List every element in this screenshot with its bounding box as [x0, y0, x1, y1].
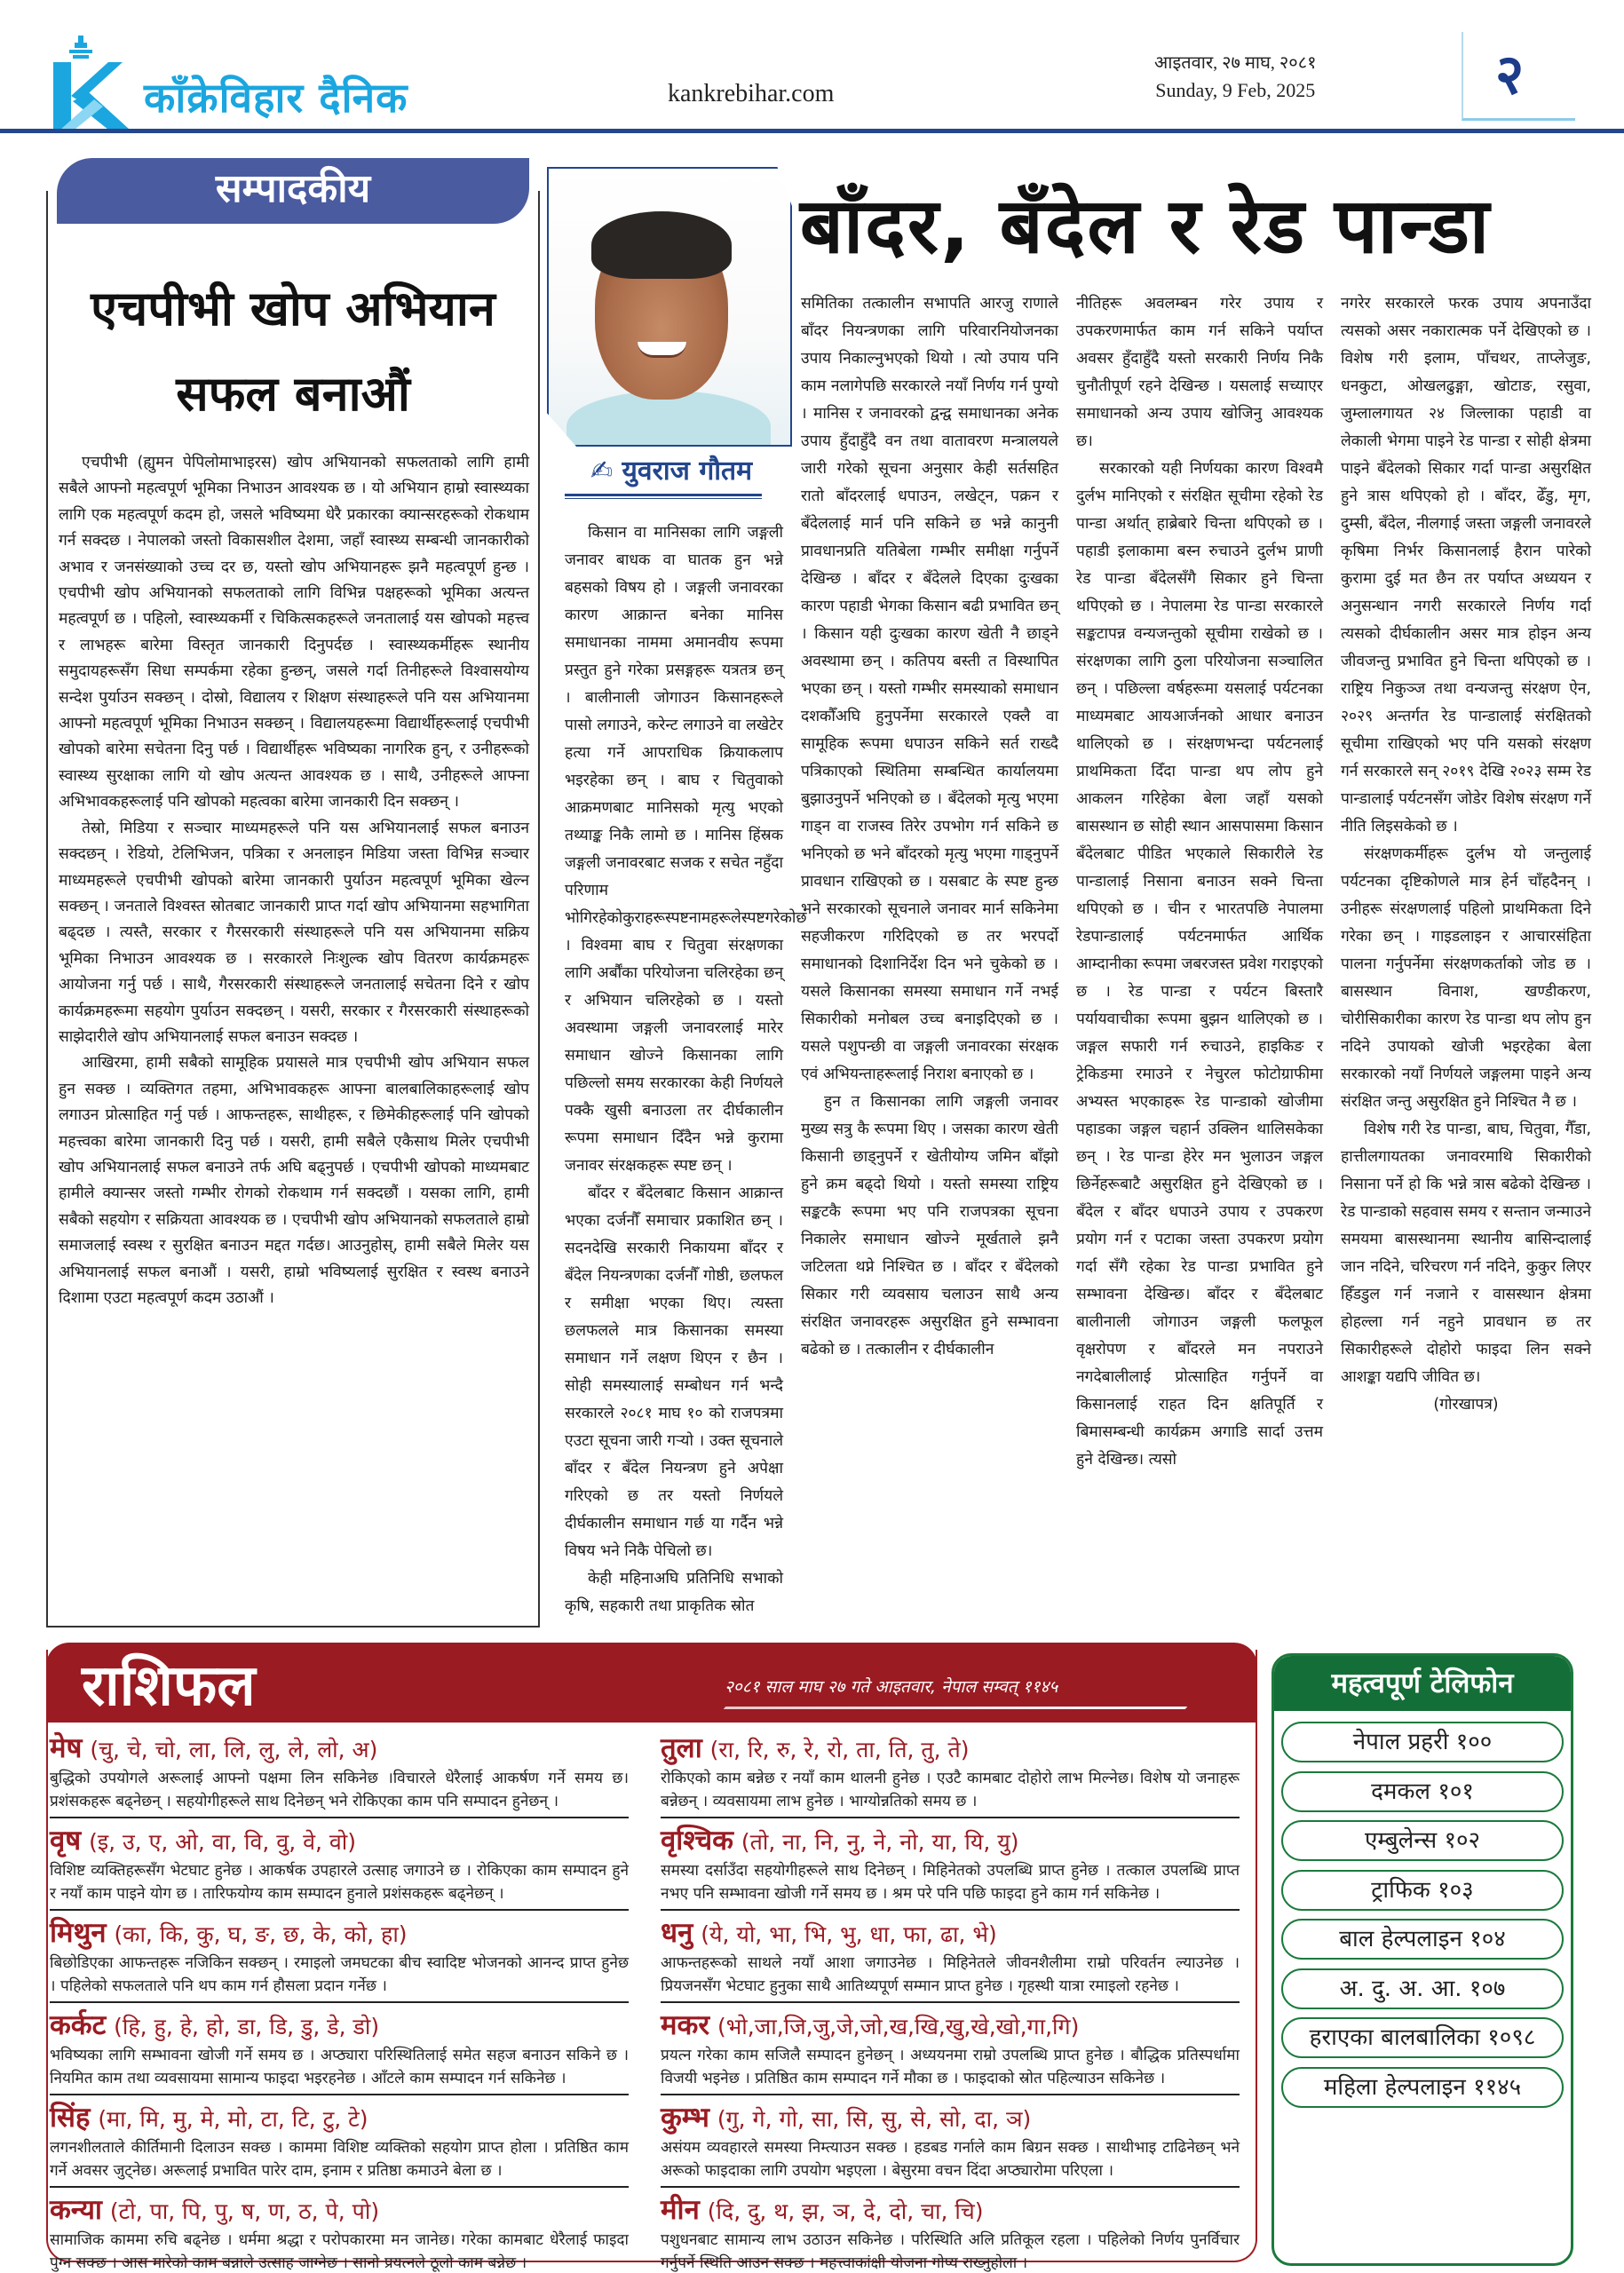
temple-k-logo-icon: [53, 34, 135, 130]
sign-name: मकर: [661, 2009, 710, 2041]
sign-name: मीन: [661, 2194, 700, 2226]
article-paragraph: विशेष गरी रेड पान्डा, बाघ, चितुवा, गैँडा, हात्तीलगायतका जनावरमाथि सिकारीको निसाना पर्ने हो कि भन्ने त्रास बढेको देखिन्छ । रेड पान्डाको सहवास समय र सन्तान जन्माउने समयमा बासस्थानमा स्थानीय बासिन्दालाई जान नदिने, चरिचरण गर्न नदिने, कुकुर लिएर हिँडडुल गर्न नजाने र वासस्थान क्षेत्रमा होहल्ला गर्न नहुने प्रावधान छ तर सिकारीहरूले दोहोरो फाइदा लिन सक्ने आशङ्का यद्यपि जीवित छ।: [1341, 1121, 1591, 1386]
zodiac-sign: [661, 2101, 1240, 2188]
sign-letters: (का, कि, कु, घ, ङ, छ, के, को, हा): [114, 1921, 408, 1947]
sign-letters: (मा, मि, मु, मे, मो, टा, टि, टु, टे): [98, 2106, 368, 2132]
rashifal-column-left: [50, 1731, 629, 2273]
zodiac-sign: [661, 1824, 1240, 1911]
phone-nepal-police[interactable]: नेपाल प्रहरी १००: [1281, 1722, 1564, 1762]
zodiac-sign: [50, 1731, 629, 1818]
sign-forecast: बुद्धिको उपयोगले अरूलाई आफ्नो पक्षमा लिन सकिनेछ ।विचारले धेरैलाई आकर्षण गर्ने समय छ। प्रशंसकहरू बढ्नेछन् । सहयोगीहरूले साथ दिनेछन् भने रोकिएका काम पनि सम्पादन हुनेछन् ।: [50, 1770, 629, 1810]
sign-forecast: सामाजिक काममा रुचि बढ्नेछ । धर्ममा श्रद्धा र परोपकारमा मन जानेछ। गरेका कामबाट धेरैलाई फाइदा पुग्न सक्छ । आस मारेको काम बन्नाले उत्साह जाग्नेछ । सानो प्रयत्नले ठूलो काम बन्नेछ ।: [50, 2231, 629, 2272]
sign-forecast: विशिष्ट व्यक्तिहरूसँग भेटघाट हुनेछ । आकर्षक उपहारले उत्साह जगाउने छ । रोकिएका काम सम्पादन हुने र नयाँ काम पाइने योग छ । तारिफयोग्य काम सम्पादन हुनाले प्रशंसकहरू बढ्नेछन् ।: [50, 1862, 629, 1903]
masthead: [0, 0, 1624, 133]
editorial-paragraph: एचपीभी (ह्युमन पेपिलोमाभाइरस) खोप अभियानको सफलताको लागि हामी सबैले आफ्नो महत्वपूर्ण भूमिका निभाउन आवश्यक छ । यो अभियान हाम्रो स्वास्थ्यका लागि एक महत्वपूर्ण कदम हो, जसले भविष्यमा धेरै प्रकारका क्यान्सरहरूको रोकथाम गर्न सक्दछ । नेपालको जस्तो विकासशील देशमा, जहाँ स्वास्थ्य सम्बन्धी जानकारीको अभाव र जनसंख्याको उच्च दर छ, यस्तो खोप अभियानहरू झनै महत्वपूर्ण हुन्छ । एचपीभी खोप अभियानको सफलताको लागि विभिन्न पक्षहरूको भूमिका अत्यन्त महत्वपूर्ण छ । पहिलो, स्वास्थ्यकर्मी र चिकित्सकहरूले जनतालाई यस खोपको महत्त्व र लाभहरू बारेमा विस्तृत जानकारी दिनुपर्दछ । स्वास्थ्यकर्मीहरू स्थानीय समुदायहरूसँग सिधा सम्पर्कमा रहेका हुन्छन्, जसले गर्दा तिनीहरूले विश्वासयोग्य सन्देश पुर्याउन सक्छन् । दोस्रो, विद्यालय र शिक्षण संस्थाहरूले पनि यस अभियानमा आफ्नो महत्वपूर्ण भूमिका निभाउन सक्छन् । विद्यालयहरूमा विद्यार्थीहरूलाई एचपीभी खोपको बारेमा सचेतना दिनु पर्छ । विद्यार्थीहरू भविष्यका नागरिक हुन्, र उनीहरूको स्वास्थ्य सुरक्षाका लागि यो खोप अत्यन्त आवश्यक छ । साथै, उनीहरूले आफ्ना अभिभावकहरूलाई पनि खोपको महत्वका बारेमा जानकारी दिन सक्छन् ।: [59, 454, 529, 812]
sign-letters: (दि, दु, थ, झ, ञ, दे, दो, चा, चि): [707, 2198, 984, 2224]
rashifal-title: राशिफल: [82, 1653, 256, 1719]
editorial-paragraph: आखिरमा, हामी सबैको सामूहिक प्रयासले मात्र एचपीभी खोप अभियान सफल हुन सक्छ । व्यक्तिगत तहमा, अभिभावकहरू आफ्ना बालबालिकाहरूलाई खोप लगाउन प्रोत्साहित गर्नु पर्छ । आफन्तहरू, साथीहरू, र छिमेकीहरूलाई पनि खोपको महत्त्वका बारेमा जानकारी दिनु पर्छ । यसरी, हामी सबैले एकैसाथ मिलेर एचपीभी खोप अभियानलाई सफल बनाउने तर्फ अघि बढ्नुपर्छ । एचपीभी खोपको माध्यमबाट हामीले क्यान्सर जस्तो गम्भीर रोगको रोकथाम गर्न सक्दछौं । यसका लागि, हामी सबैको सहयोग र सक्रियता आवश्यक छ । एचपीभी खोप अभियानको सफलताले हाम्रो समाजलाई स्वस्थ र सुरक्षित बनाउन मद्दत गर्दछ। आउनुहोस्, हामी सबैले मिलेर यस अभियानलाई सफल बनाऔं । यसरी, हाम्रो भविष्यलाई सुरक्षित र स्वस्थ बनाउने दिशामा एउटा महत्वपूर्ण कदम उठाऔं ।: [59, 1054, 529, 1307]
rashifal-column-right: [661, 1731, 1240, 2273]
zodiac-sign: [50, 1916, 629, 2003]
sign-letters: (चु, चे, चो, ला, लि, लु, ले, लो, अ): [90, 1737, 378, 1762]
zodiac-sign: [50, 2008, 629, 2095]
sign-forecast: समस्या दर्साउँदा सहयोगीहरूले साथ दिनेछन् । मिहिनेतको उपलब्धि प्राप्त हुनेछ । तत्काल उपलब्धि प्राप्त नभए पनि सम्भावना खोजी गर्ने समय छ । श्रम परे पनि पछि फाइदा हुने काम गर्न सकिनेछ ।: [661, 1862, 1240, 1903]
author-name: युवराज गौतम: [622, 455, 753, 487]
article-paragraph: बाँदर र बँदेलबाट किसान आक्रान्त भएका दर्जनौँ समाचार प्रकाशित छन् । सदनदेखि सरकारी निकायमा बाँदर र बँदेल नियन्त्रणका दर्जनौँ गोष्ठी, छलफल र समीक्षा भएका थिए। त्यस्ता छलफलले मात्र किसानका समस्या समाधान गर्ने लक्षण थिएन र छैन । सोही समस्यालाई सम्बोधन गर्न भन्दै सरकारले २०८१ माघ १० को राजपत्रमा एउटा सूचना जारी गऱ्यो । उक्त सूचनाले बाँदर र बँदेल नियन्त्रण हुने अपेक्षा गरिएको छ तर यस्तो निर्णयले दीर्घकालीन समाधान गर्छ या गर्दैन भन्ने विषय भने निकै पेचिलो छ।: [565, 1184, 783, 1560]
newspaper-logo[interactable]: [53, 34, 471, 130]
sign-letters: (हि, हु, हे, हो, डा, डि, डु, डे, डो): [114, 2014, 380, 2039]
rashifal-header: [46, 1643, 1257, 1723]
phone-women-helpline[interactable]: महिला हेल्पलाइन ११४५: [1281, 2067, 1564, 2108]
sign-name: तुला: [661, 1732, 702, 1764]
pen-icon: ✍: [590, 455, 622, 487]
sign-name: कुम्भ: [661, 2102, 709, 2134]
sign-letters: (ये, यो, भा, भि, भु, धा, फा, ढा, भे): [701, 1921, 997, 1947]
sign-letters: (टो, पा, पि, पु, ष, ण, ठ, पे, पो): [109, 2198, 380, 2224]
editorial-label: सम्पादकीय: [57, 158, 529, 224]
sign-name: सिंह: [50, 2102, 91, 2134]
author-byline: [556, 451, 787, 487]
zodiac-sign: [661, 2193, 1240, 2273]
editorial-title: [46, 266, 540, 437]
telephone-title: महत्वपूर्ण टेलिफोन: [1274, 1656, 1571, 1711]
editorial-title-line2: सफल बनाऔं: [176, 366, 410, 422]
article-paragraph: सरकारको यही निर्णयका कारण विश्वमै दुर्लभ मानिएको र संरक्षित सूचीमा रहेको रेड पान्डा अर्थात् हाब्रेबारे चिन्ता थपिएको छ । पहाडी इलाकामा बस्न रुचाउने दुर्लभ प्राणी रेड पान्डा बँदेलसँगै सिकार हुने चिन्ता थपिएको छ । नेपालमा रेड पान्डा सरकारले सङ्कटापन्न वन्यजन्तुको सूचीमा राखेको छ । संरक्षणका लागि ठुला परियोजना सञ्चालित छन् । पछिल्ला वर्षहरूमा यसलाई पर्यटनका माध्यमबाट आयआर्जनको आधार बनाउन थालिएको छ । संरक्षणभन्दा पर्यटनलाई प्राथमिकता दिँदा पान्डा थप लोप हुने आकलन गरिहेका बेला जहाँ यसको बासस्थान छ सोही स्थान आसपासमा किसान बँदेलबाट पीडित भएकाले सिकारीले रेड पान्डालाई निसाना बनाउन सक्ने चिन्ता थपिएको छ । चीन र भारतपछि नेपालमा रेडपान्डालाई पर्यटनमार्फत आर्थिक आम्दानीका रूपमा जबरजस्त प्रवेश गराइएको छ । रेड पान्डा र पर्यटन बिस्तारै पर्यायवाचीका रूपमा बुझन थालिएको छ । जङ्गल सफारी गर्न रुचाउने, हाइकिङ र ट्रेकिङमा रमाउने र नेचुरल फोटोग्राफीमा अभ्यस्त भएकाहरू रेड पान्डाको खोजीमा पहाडका जङ्गल चहार्न उक्लिन थालिसकेका छन् । रेड पान्डा हेरेर मन भुलाउन जङ्गल छिर्नेहरूबाटै असुरक्षित हुने देखिएको छ । बँदेल र बाँदर धपाउने उपाय र उपकरण प्रयोग गर्न र पटाका जस्ता उपकरण प्रयोग गर्दा सँगै रहेका रेड पान्डा प्रभावित हुने सम्भावना देखिन्छ। बाँदर र बँदेलबाट बालीनाली जोगाउन जङ्गली फलफूल वृक्षरोपण र बाँदरले मन नपराउने नगदेबालीलाई प्रोत्साहित गर्नुपर्ने वा किसानलाई राहत दिन क्षतिपूर्ति र बिमासम्बन्धी कार्यक्रम अगाडि सार्दा उत्तम हुने देखिन्छ। त्यसो: [1076, 460, 1323, 1469]
date-block: [1154, 50, 1317, 105]
article-column-4: [1341, 290, 1591, 1419]
zodiac-sign: [661, 2008, 1240, 2095]
author-rule: [565, 494, 762, 496]
sign-name: मिथुन: [50, 1917, 107, 1949]
sign-letters: (रा, रि, रु, रे, रो, ता, ति, तु, ते): [709, 1737, 970, 1762]
header-swoosh: [724, 1707, 1188, 1709]
date-english: Sunday, 9 Feb, 2025: [1155, 79, 1316, 101]
editorial-title-line1: एचपीभी खोप अभियान: [91, 281, 495, 337]
article-source: (गोरखापत्र): [1433, 1396, 1499, 1414]
sign-letters: (गु, गे, गो, सा, सि, सु, से, सो, दा, ञ): [717, 2106, 1032, 2132]
zodiac-sign: [50, 1824, 629, 1911]
article-paragraph: समितिका तत्कालीन सभापति आरजु राणाले बाँदर नियन्त्रणका लागि परिवारनियोजनका उपाय निकाल्नुभएको थियो । त्यो उपाय पनि काम नलागेपछि सरकारले नयाँ निर्णय गर्न पुग्यो । मानिस र जनावरको द्वन्द्व समाधानका अनेक उपाय हुँदाहुँदै वन तथा वातावरण मन्त्रालयले जारी गरेको सूचना अनुसार केही सर्तसहित रातो बाँदरलाई धपाउन, लखेट्न, पक्रन र बँदेललाई मार्न पनि सकिने छ भन्ने कानुनी प्रावधानप्रति यतिबेला गम्भीर समीक्षा गर्नुपर्ने देखिन्छ । बाँदर र बँदेलले दिएका दुःखका कारण पहाडी भेगका किसान बढी प्रभावित छन् । किसान यही दुःखका कारण खेती नै छाड्ने अवस्थामा छन् । कतिपय बस्ती त विस्थापित भएका छन् । यस्तो गम्भीर समस्याको समाधान दशकौँअघि हुनुपर्नेमा सरकारले एक्लै वा सामूहिक रूपमा धपाउन सकिने सर्त राख्दै पत्रिकाएको स्थितिमा सम्बन्धित कार्यालयमा बुझाउनुपर्ने भनिएको छ । बँदेलको मृत्यु भएमा गाड्न वा राजस्व तिरेर उपभोग गर्न सकिने छ भनिएको छ भने बाँदरको मृत्यु भएमा गाड्नुपर्ने प्रावधान राखिएको छ । यसबाट के स्पष्ट हुन्छ भने सरकारको सूचनाले जनावर मार्न सकिनेमा सहजीकरण गरिदिएको छ तर भरपर्दो समाधानको दिशानिर्देश दिन भने चुकेको छ । यसले किसानका समस्या समाधान गर्ने नभई सिकारीको मनोबल उच्च बनाइदिएको छ । यसले पशुपन्छी वा जङ्गली जनावरका संरक्षक एवं अभियन्ताहरूलाई निराश बनाएको छ ।: [801, 295, 1058, 1083]
phone-child-helpline[interactable]: बाल हेल्पलाइन १०४: [1281, 1919, 1564, 1960]
sign-forecast: असंयम व्यवहारले समस्या निम्त्याउन सक्छ । हडबड गर्नाले काम बिग्रन सक्छ । साथीभाइ टाढिनेछन् भने अरूको फाइदाका लागि उपयोग भइएला । बेसुरमा वचन दिंदा अप्ठ्यारोमा परिएला ।: [661, 2139, 1240, 2180]
sign-letters: (इ, उ, ए, ओ, वा, वि, वु, वे, वो): [89, 1829, 357, 1855]
page-number: २: [1495, 42, 1525, 107]
sign-name: वृश्चिक: [661, 1825, 733, 1857]
article-column-3: [1076, 290, 1323, 1474]
phone-ambulance[interactable]: एम्बुलेन्स १०२: [1281, 1820, 1564, 1861]
article-column-1: [565, 519, 807, 1620]
phone-traffic[interactable]: ट्राफिक १०३: [1281, 1870, 1564, 1911]
logo-text: काँक्रेविहार दैनिक: [144, 74, 408, 122]
sign-name: कन्या: [50, 2194, 102, 2226]
sign-letters: (तो, ना, नि, नु, ने, नो, या, यि, यु): [741, 1829, 1019, 1855]
article-paragraph: संरक्षणकर्मीहरू दुर्लभ यो जन्तुलाई पर्यटनका दृष्टिकोणले मात्र हेर्न चाँहदैनन् । उनीहरू संरक्षणलाई पहिलो प्राथमिकता दिने गरेका छन् । गाइडलाइन र आचारसंहिता पालना गर्नुपर्नेमा संरक्षणकर्ताको जोड छ । बासस्थान विनाश, खण्डीकरण, चोरीसिकारीका कारण रेड पान्डा थप लोप हुन नदिने उपायको खोजी भइरहेका बेला सरकारको नयाँ निर्णयले जङ्गलमा पाइने अन्य संरक्षित जन्तु असुरक्षित हुने निश्चित नै छ ।: [1341, 845, 1591, 1111]
sign-forecast: भविष्यका लागि सम्भावना खोजी गर्ने समय छ । अप्ठ्यारा परिस्थितिलाई समेत सहज बनाउन सकिने छ । नियमित काम तथा व्यवसायमा सामान्य फाइदा भइरहनेछ । आँटले काम सम्पादन गर्न सकिनेछ ।: [50, 2047, 629, 2087]
editorial-body: [59, 450, 529, 1311]
sign-name: वृष: [50, 1825, 82, 1857]
telephone-list: [1281, 1722, 1564, 2116]
phone-fire-brigade[interactable]: दमकल १०१: [1281, 1771, 1564, 1812]
zodiac-sign: [661, 1916, 1240, 2003]
zodiac-sign: [661, 1731, 1240, 1818]
author-rule: [565, 498, 762, 499]
article-paragraph: केही महिनाअघि प्रतिनिधि सभाको कृषि, सहकारी तथा प्राकृतिक स्रोत: [565, 1570, 783, 1615]
sign-forecast: आफन्तहरूको साथले नयाँ आशा जगाउनेछ । मिहिनेतले जीवनशैलीमा राम्रो परिवर्तन ल्याउनेछ । प्रियजनसँग भेटघाट हुनुका साथै आतिथ्यपूर्ण सम्मान प्राप्त हुनेछ । गृहस्थी यात्रा रमाइलो रहनेछ ।: [661, 1954, 1240, 1995]
page-number-box: [1462, 32, 1575, 121]
masthead-rule: [0, 129, 1624, 133]
important-telephone-box: [1271, 1653, 1573, 2266]
sign-forecast: प्रयत्न गरेका काम सजिलै सम्पादन हुनेछन् । अध्ययनमा राम्रो उपलब्धि प्राप्त हुनेछ । बौद्धिक प्रतिस्पर्धामा विजयी भइनेछ । प्रतिष्ठित काम सम्पादन गर्ने मौका छ । फाइदाको स्रोत पहिल्याउन सकिनेछ ।: [661, 2047, 1240, 2087]
zodiac-sign: [50, 2101, 629, 2188]
article-column-2: [801, 290, 1058, 1364]
sign-name: धनु: [661, 1917, 693, 1949]
article-paragraph: हुन त किसानका लागि जङ्गली जनावर मुख्य सत्रु कै रूपमा थिए । जसका कारण खेती किसानी छाड्नुपर्ने र खेतीयोग्य जमिन बाँझो हुने क्रम बढ्दो थियो । यस्तो समस्या राष्ट्रिय सङ्कटकै रूपमा भए पनि राजपत्रका सूचना निकालेर समाधान खोज्ने मूर्खताले झनै जटिलता थप्ने निश्चित छ । बाँदर र बँदेलको सिकार गरी व्यवसाय चलाउन साथै अन्य संरक्षित जनावरहरू असुरक्षित हुने सम्भावना बढेको छ । तत्कालीन र दीर्घकालीन: [801, 1093, 1058, 1358]
date-nepali: आइतवार, २७ माघ, २०८१: [1154, 53, 1317, 73]
sign-name: मेष: [50, 1732, 83, 1764]
sign-name: कर्कट: [50, 2009, 107, 2041]
article-paragraph: नगरेर सरकारले फरक उपाय अपनाउँदा त्यसको असर नकारात्मक पर्ने देखिएको छ । विशेष गरी इलाम, पाँचथर, ताप्लेजुङ, धनकुटा, ओखलढुङ्गा, खोटाङ, रसुवा, जुम्लालगायत २४ जिल्लाका पहाडी वा लेकाली भेगमा पाइने रेड पान्डा र सोही क्षेत्रमा पाइने बँदेलको सिकार गर्दा पान्डा असुरक्षित हुने त्रास थपिएको हो । बाँदर, ढेँडु, मृग, दुम्सी, बँदेल, नीलगाई जस्ता जङ्गली जनावरले कृषिमा निर्भर किसानलाई हैरान पारेको कुरामा दुई मत छैन तर पर्याप्त अध्ययन र अनुसन्धान नगरी सरकारले निर्णय गर्दा त्यसको दीर्घकालीन असर मात्र होइन अन्य जीवजन्तु प्रभावित हुने चिन्ता थपिएको छ । राष्ट्रिय निकुञ्ज तथा वन्यजन्तु संरक्षण ऐन, २०२९ अन्तर्गत रेड पान्डालाई संरक्षितको सूचीमा राखिएको भए पनि यसको संरक्षण गर्न सरकारले सन् २०१९ देखि २०२३ सम्म रेड पान्डालाई पर्यटनसँग जोडेर विशेष संरक्षण गर्ने नीति लिइसकेको छ ।: [1341, 295, 1591, 836]
zodiac-sign: [50, 2193, 629, 2273]
site-url[interactable]: kankrebihar.com: [668, 80, 835, 107]
sign-forecast: रोकिएको काम बन्नेछ र नयाँ काम थालनी हुनेछ । एउटै कामबाट दोहोरो लाभ मिल्नेछ। विशेष यो जनाहरू बन्नेछन् । व्यवसायमा लाभ हुनेछ । भाग्योन्नतिको समय छ ।: [661, 1770, 1240, 1810]
phone-missing-children[interactable]: हराएका बालबालिका १०९८: [1281, 2017, 1564, 2058]
sign-forecast: बिछोडिएका आफन्तहरू नजिकिन सक्छन् । रमाइलो जमघटका बीच स्वादिष्ट भोजनको आनन्द प्राप्त हुनेछ । पहिलेको सफलताले पनि थप काम गर्न हौसला प्रदान गर्नेछ ।: [50, 1954, 629, 1995]
article-headline: बाँदर, बँदेल र रेड पान्डा: [799, 182, 1492, 271]
sign-letters: (भो,जा,जि,जु,जे,जो,ख,खि,खु,खे,खो,गा,गि): [717, 2014, 1080, 2039]
article-paragraph: किसान वा मानिसका लागि जङ्गली जनावर बाधक वा घातक हुन भन्ने बहसको विषय हो । जङ्गली जनावरका कारण आक्रान्त बनेका मानिस समाधानका नाममा अमानवीय रूपमा प्रस्तुत हुने गरेका प्रसङ्गहरू यत्रतत्र छन् । बालीनाली जोगाउन किसानहरूले पासो लगाउने, करेन्ट लगाउने वा लखेटेर हत्या गर्ने आपराधिक क्रियाकलाप भइरहेका छन् । बाघ र चितुवाको आक्रमणबाट मानिसको मृत्यु भएको तथ्याङ्क निकै लामो छ । मानिस हिंस्रक जङ्गली जनावरबाट सजक र सचेत नहुँदा परिणाम भोगिरहेकोकुराहरूस्पष्टनामहरूलेस्पष्टगरेकोछ । विश्वमा बाघ र चितुवा संरक्षणका लागि अर्बौंका परियोजना चलिरहेका छन् र अभियान चलिरहेको छ । यस्तो अवस्थामा जङ्गली जनावरलाई मारेर समाधान खोज्ने किसानका लागि पछिल्लो समय सरकारका केही निर्णयले पक्कै खुसी बनाउला तर दीर्घकालीन रूपमा समाधान दिँदैन भन्ने कुरामा जनावर संरक्षकहरू स्पष्ट छन् ।: [565, 524, 807, 1175]
phone-ciaa[interactable]: अ. दु. अ. आ. १०७: [1281, 1968, 1564, 2009]
sign-forecast: पशुधनबाट सामान्य लाभ उठाउन सकिनेछ । परिस्थिति अलि प्रतिकूल रहला । पहिलेको निर्णय पुनर्विचार गर्नुपर्ने स्थिति आउन सक्छ । महत्त्वाकांक्षी योजना गोप्य राख्नुहोला ।: [661, 2231, 1240, 2272]
rashifal-date: २०८१ साल माघ २७ गते आइतवार, नेपाल सम्वत् ११४५: [725, 1677, 1058, 1697]
article-paragraph: नीतिहरू अवलम्बन गरेर उपाय र उपकरणमार्फत काम गर्न सकिने पर्याप्त अवसर हुँदाहुँदै यस्तो सरकारी निर्णय निकै चुनौतीपूर्ण रहने देखिन्छ । यसलाई सच्याएर समाधानको अन्य उपाय खोजिनु आवश्यक छ।: [1076, 295, 1323, 450]
sign-forecast: लगनशीलताले कीर्तिमानी दिलाउन सक्छ । काममा विशिष्ट व्यक्तिको सहयोग प्राप्त होला । प्रतिष्ठित काम गर्ने अवसर जुट्नेछ। अरूलाई प्रभावित पारेर दाम, इनाम र प्रतिष्ठा कमाउने बेला छ ।: [50, 2139, 629, 2180]
editorial-paragraph: तेस्रो, मिडिया र सञ्चार माध्यमहरूले पनि यस अभियानलाई सफल बनाउन सक्दछन् । रेडियो, टेलिभिजन, पत्रिका र अनलाइन मिडिया जस्ता विभिन्न सञ्चार माध्यमहरूले एचपीभी खोपको बारेमा जानकारी पुर्याउन महत्वपूर्ण भूमिका खेल्न सक्छन् । जनतालेे विश्वस्त स्रोतबाट जानकारी प्राप्त गर्दा खोप अभियानमा सहभागिता बढ्दछ । त्यस्तै, सरकार र गैरसरकारी संस्थाहरूले पनि यस अभियानमा सक्रिय भूमिका निभाउन आवश्यक छ । सरकारले निःशुल्क खोप वितरण कार्यक्रमहरू आयोजना गर्नु पर्छ । साथै, गैरसरकारी संस्थाहरूले जनतालाई सचेतना दिने र खोप कार्यक्रमहरूमा सहयोग पुर्याउन सक्दछन् । यसरी, सरकार र गैरसरकारी संस्थाहरूको साझेदारीले खोप अभियानलाई सफल बनाउन सक्दछ ।: [59, 819, 529, 1046]
